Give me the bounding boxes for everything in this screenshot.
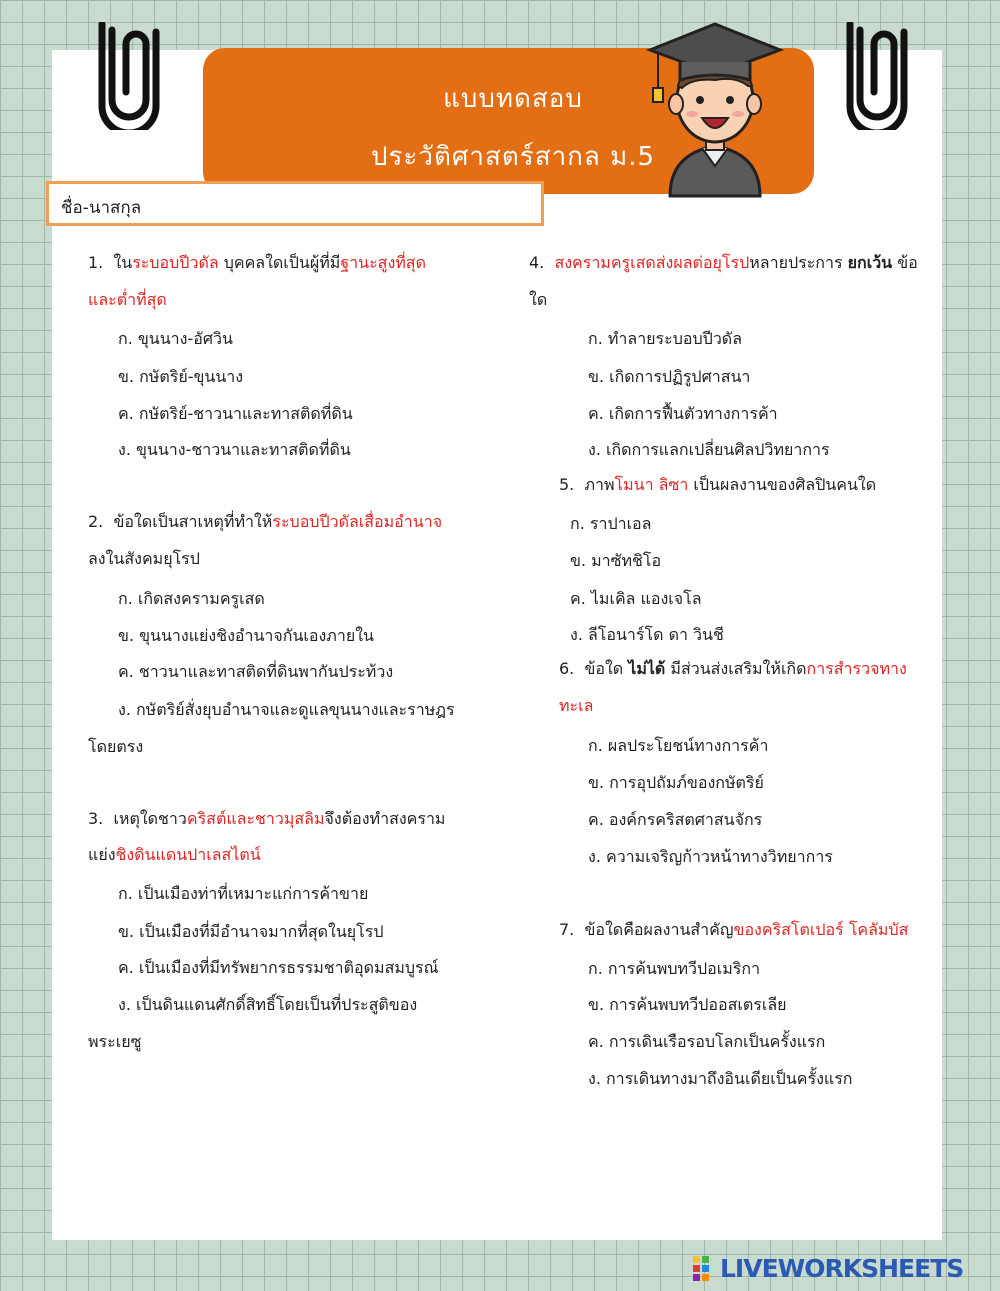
question-7 bbox=[559, 911, 908, 948]
question-text: ข้อใดเป็นสาเหตุที่ทำให้ bbox=[113, 512, 273, 531]
q5-option-c[interactable]: ค. ไมเคิล แองเจโล bbox=[570, 589, 702, 608]
q3-option-d-continued: พระเยซู bbox=[88, 1032, 142, 1051]
q4-option-a[interactable]: ก. ทำลายระบอบปีวดัล bbox=[588, 329, 742, 348]
question-4 bbox=[529, 244, 918, 281]
question-number: 2. bbox=[88, 512, 104, 531]
q7-option-b[interactable]: ข. การค้นพบทวีปออสเตรเลีย bbox=[588, 995, 787, 1014]
q2-option-c[interactable]: ค. ชาวนาและทาสติดที่ดินพากันประท้วง bbox=[118, 662, 394, 681]
question-6-continued bbox=[559, 687, 593, 724]
highlight-text: โมนา ลิซา bbox=[614, 475, 689, 494]
question-text: ภาพ bbox=[584, 475, 615, 494]
q2-option-b[interactable]: ข. ขุนนางแย่งชิงอำนาจกันเองภายใน bbox=[118, 626, 374, 645]
question-1-continued bbox=[88, 281, 167, 318]
question-number: 7. bbox=[559, 920, 575, 939]
emphasis-text: ไม่ได้ bbox=[628, 659, 666, 678]
highlight-text: สงครามครูเสดส่งผลต่อยุโรป bbox=[554, 253, 750, 272]
q6-option-d[interactable]: ง. ความเจริญก้าวหน้าทางวิทยาการ bbox=[588, 847, 833, 866]
paperclip-right-icon bbox=[846, 22, 908, 130]
banner-title: แบบทดสอบ bbox=[443, 84, 583, 114]
q7-option-d[interactable]: ง. การเดินทางมาถึงอินเดียเป็นครั้งแรก bbox=[588, 1069, 853, 1088]
q4-option-d[interactable]: ง. เกิดการแลกเปลี่ยนศิลปวิทยาการ bbox=[588, 440, 830, 459]
logo-text: LIVEWORKSHEETS bbox=[720, 1253, 964, 1283]
question-4-continued: ใด bbox=[529, 290, 548, 309]
q1-option-d[interactable]: ง. ขุนนาง-ชาวนาและทาสติดที่ดิน bbox=[118, 440, 351, 459]
highlight-text: และต่ำที่สุด bbox=[88, 290, 167, 309]
q5-option-a[interactable]: ก. ราปาเอล bbox=[570, 514, 652, 533]
highlight-text: การสำรวจทาง bbox=[806, 659, 907, 678]
question-text: ข้อใด bbox=[584, 659, 629, 678]
question-5 bbox=[559, 466, 876, 503]
question-number: 3. bbox=[88, 809, 104, 828]
q5-option-b[interactable]: ข. มาซัทชิโอ bbox=[570, 551, 662, 570]
question-6 bbox=[559, 650, 907, 687]
question-text: ใน bbox=[113, 253, 133, 272]
question-text: แย่ง bbox=[88, 845, 116, 864]
q3-option-c[interactable]: ค. เป็นเมืองที่มีทรัพยากรธรรมชาติอุดมสมบูรณ์ bbox=[118, 958, 439, 977]
q2-option-d-continued: โดยตรง bbox=[88, 737, 144, 756]
question-number: 6. bbox=[559, 659, 575, 678]
q1-option-b[interactable]: ข. กษัตริย์-ขุนนาง bbox=[118, 367, 244, 386]
question-number: 5. bbox=[559, 475, 575, 494]
q6-option-b[interactable]: ข. การอุปถัมภ์ของกษัตริย์ bbox=[588, 773, 764, 792]
question-1 bbox=[88, 244, 426, 281]
q5-option-d[interactable]: ง. ลีโอนาร์โด ดา วินชี bbox=[570, 625, 724, 644]
highlight-text: คริสต์และชาวมุสลิม bbox=[186, 809, 325, 828]
name-field[interactable] bbox=[46, 181, 544, 226]
highlight-text: ทะเล bbox=[559, 696, 594, 715]
question-text: เหตุใดชาว bbox=[113, 809, 187, 828]
question-text: หลายประการ bbox=[749, 253, 848, 272]
question-2-continued: ลงในสังคมยุโรป bbox=[88, 549, 200, 568]
q3-option-b[interactable]: ข. เป็นเมืองที่มีอำนาจมากที่สุดในยุโรป bbox=[118, 922, 384, 941]
question-3-continued bbox=[88, 836, 261, 873]
q3-option-a[interactable]: ก. เป็นเมืองท่าที่เหมาะแก่การค้าขาย bbox=[118, 884, 369, 903]
q4-option-b[interactable]: ข. เกิดการปฏิรูปศาสนา bbox=[588, 367, 751, 386]
q2-option-a[interactable]: ก. เกิดสงครามครูเสด bbox=[118, 589, 265, 608]
question-text: เป็นผลงานของศิลปินคนใด bbox=[688, 475, 877, 494]
graduate-avatar-icon bbox=[640, 16, 790, 198]
question-text: มีส่วนส่งเสริมให้เกิด bbox=[665, 659, 807, 678]
paperclip-left-icon bbox=[98, 22, 160, 130]
q6-option-a[interactable]: ก. ผลประโยชน์ทางการค้า bbox=[588, 736, 769, 755]
question-text: บุคคลใดเป็นผู้ที่มี bbox=[218, 253, 341, 272]
question-text: ข้อ bbox=[892, 253, 918, 272]
highlight-text: ชิงดินแดนปาเลสไตน์ bbox=[115, 845, 261, 864]
question-number: 4. bbox=[529, 253, 545, 272]
q4-option-c[interactable]: ค. เกิดการฟื้นตัวทางการค้า bbox=[588, 404, 778, 423]
liveworksheets-logo bbox=[692, 1252, 963, 1284]
emphasis-text: ยกเว้น bbox=[847, 253, 893, 272]
question-text: ข้อใดคือผลงานสำคัญ bbox=[584, 920, 734, 939]
question-text: จึงต้องทำสงคราม bbox=[324, 809, 446, 828]
highlight-text: ระบอบปีวดัลเสื่อมอำนาจ bbox=[272, 512, 443, 531]
highlight-text: ฐานะสูงที่สุด bbox=[340, 253, 426, 272]
highlight-text: ของคริสโตเปอร์ โคลัมบัส bbox=[733, 920, 909, 939]
q1-option-a[interactable]: ก. ขุนนาง-อัศวิน bbox=[118, 329, 233, 348]
highlight-text: ระบอบปีวดัล bbox=[132, 253, 219, 272]
question-number: 1. bbox=[88, 253, 104, 272]
question-2 bbox=[88, 503, 442, 540]
logo-blocks-icon bbox=[692, 1255, 714, 1282]
question-3 bbox=[88, 800, 445, 837]
name-field-label: ชื่อ-นาสกุล bbox=[61, 198, 142, 218]
q2-option-d[interactable]: ง. กษัตริย์สั่งยุบอำนาจและดูแลขุนนางและราษฎร bbox=[118, 700, 455, 719]
q6-option-c[interactable]: ค. องค์กรคริสตศาสนจักร bbox=[588, 810, 763, 829]
q7-option-c[interactable]: ค. การเดินเรือรอบโลกเป็นครั้งแรก bbox=[588, 1032, 826, 1051]
q1-option-c[interactable]: ค. กษัตริย์-ชาวนาและทาสติดที่ดิน bbox=[118, 404, 353, 423]
q7-option-a[interactable]: ก. การค้นพบทวีปอเมริกา bbox=[588, 959, 761, 978]
banner-subtitle: ประวัติศาสตร์สากล ม.5 bbox=[370, 142, 656, 172]
q3-option-d[interactable]: ง. เป็นดินแดนศักดิ์สิทธิ์โดยเป็นที่ประสูติของ bbox=[118, 995, 418, 1014]
